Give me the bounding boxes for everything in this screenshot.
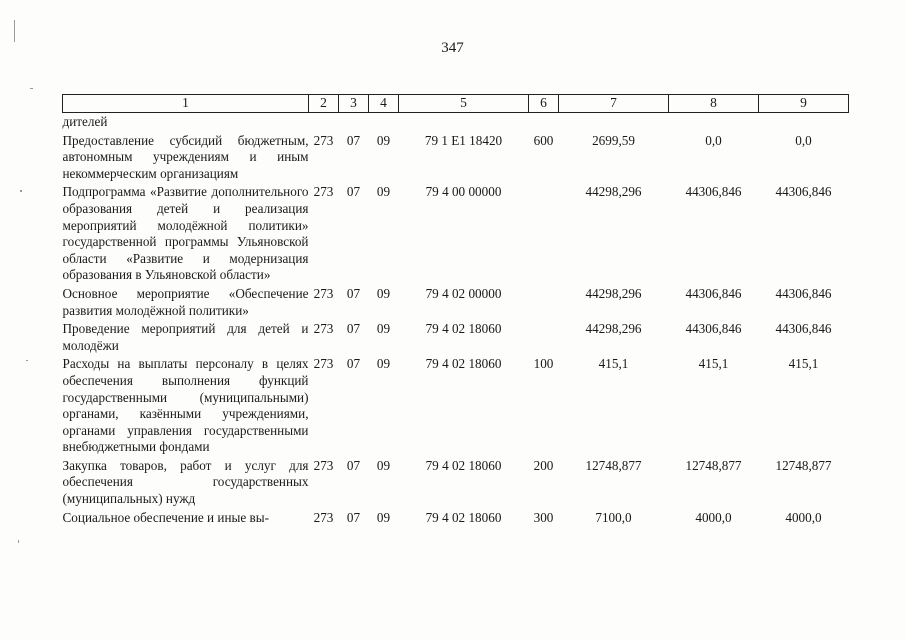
column-header: 5: [399, 95, 529, 113]
scan-artifact: [20, 190, 22, 192]
admin-code: 273: [313, 132, 334, 148]
target-code: 79 4 02 00000: [425, 285, 502, 301]
target-code: 79 4 02 18060: [425, 321, 502, 337]
column-header: 4: [369, 95, 399, 113]
admin-code: [309, 113, 339, 132]
column-header: 1: [63, 95, 309, 113]
amount-col7: 44298,296: [585, 321, 642, 337]
expense-name: Закупка товаров, работ и услуг для обеспечения государственных (муниципальных) нужд: [62, 457, 309, 507]
amount-col8: 12748,877: [685, 457, 742, 473]
column-header: 8: [669, 95, 759, 113]
expense-type-code: 100: [533, 356, 554, 372]
amount-col7: 12748,877: [585, 457, 642, 473]
amount-col9: 44306,846: [775, 285, 832, 301]
amount-col7: 44298,296: [585, 184, 642, 200]
subsection-code: 09: [376, 132, 391, 148]
expense-type-code: [529, 183, 559, 285]
admin-code: 273: [313, 509, 334, 525]
expense-type-code: [529, 285, 559, 320]
expense-type-code: [529, 113, 559, 132]
target-code: 79 4 02 18060: [425, 509, 502, 525]
budget-table: [62, 94, 849, 527]
section-code: 07: [346, 509, 361, 525]
section-code: 07: [346, 285, 361, 301]
admin-code: 273: [313, 285, 334, 301]
target-code: 79 4 02 18060: [425, 356, 502, 372]
amount-col7: 2699,59: [592, 132, 635, 148]
subsection-code: 09: [376, 509, 391, 525]
target-code: 79 4 02 18060: [425, 457, 502, 473]
subsection-code: 09: [376, 356, 391, 372]
table-body: [63, 113, 849, 528]
column-header: 2: [309, 95, 339, 113]
scan-artifact: [18, 540, 19, 543]
amount-col8: 44306,846: [685, 285, 742, 301]
target-code: 79 1 E1 18420: [424, 132, 503, 148]
expense-name: Основное мероприятие «Обеспечение развития молодёжной политики»: [62, 285, 309, 318]
expense-type-code: [529, 320, 559, 355]
table-row: [63, 183, 849, 285]
admin-code: 273: [313, 321, 334, 337]
amount-col9: 4000,0: [785, 509, 822, 525]
column-header: 9: [759, 95, 849, 113]
table-row: [63, 355, 849, 457]
admin-code: 273: [313, 356, 334, 372]
amount-col9: 44306,846: [775, 321, 832, 337]
expense-name: Расходы на выплаты персоналу в целях обеспечения выполнения функций государственными (муниципальными) органами, казёнными учреждениями, органами управления государственными внебюджетными фондами: [62, 356, 309, 455]
section-code: 07: [346, 184, 361, 200]
amount-col9: 0,0: [795, 132, 812, 148]
section-code: 07: [346, 457, 361, 473]
amount-col9: 12748,877: [775, 457, 832, 473]
expense-name: Социальное обеспечение и иные вы-: [62, 509, 269, 525]
amount-col8: 44306,846: [685, 321, 742, 337]
amount-col7: 415,1: [598, 356, 629, 372]
subsection-code: 09: [376, 321, 391, 337]
subsection-code: [369, 113, 399, 132]
expense-type-code: 300: [533, 509, 554, 525]
amount-col8: 4000,0: [695, 509, 732, 525]
table-row: [63, 457, 849, 509]
admin-code: 273: [313, 457, 334, 473]
admin-code: 273: [313, 184, 334, 200]
amount-col7: 44298,296: [585, 285, 642, 301]
amount-col8: [669, 113, 759, 132]
column-header: 3: [339, 95, 369, 113]
amount-col9: 415,1: [788, 356, 819, 372]
subsection-code: 09: [376, 285, 391, 301]
table-row: [63, 113, 849, 132]
expense-type-code: 600: [533, 132, 554, 148]
section-code: 07: [346, 321, 361, 337]
amount-col7: [559, 113, 669, 132]
amount-col8: 44306,846: [685, 184, 742, 200]
expense-type-code: 200: [533, 457, 554, 473]
section-code: 07: [346, 132, 361, 148]
expense-name: Подпрограмма «Развитие дополнительного образования детей и реализация мероприятий молодёжной политики» государственной программы Ульяновской области «Развитие и модернизация образования в Ульяновской области»: [62, 184, 309, 283]
expense-name: дителей: [62, 114, 108, 129]
table-row: [63, 320, 849, 355]
section-code: 07: [346, 356, 361, 372]
subsection-code: 09: [376, 457, 391, 473]
amount-col7: 7100,0: [595, 509, 632, 525]
column-header-row: [63, 95, 849, 113]
section-code: [339, 113, 369, 132]
amount-col9: [759, 113, 849, 132]
scan-artifact: [30, 88, 33, 89]
page-number: 347: [441, 40, 464, 56]
scan-artifact: [26, 360, 28, 361]
amount-col8: 415,1: [698, 356, 729, 372]
column-header: 6: [529, 95, 559, 113]
table-row: [63, 285, 849, 320]
target-code: 79 4 00 00000: [425, 184, 502, 200]
amount-col8: 0,0: [705, 132, 722, 148]
amount-col9: 44306,846: [775, 184, 832, 200]
scan-artifact: [14, 20, 15, 42]
subsection-code: 09: [376, 184, 391, 200]
column-header: 7: [559, 95, 669, 113]
target-code: [399, 113, 529, 132]
table-row: [63, 132, 849, 184]
table-row: [63, 509, 849, 528]
expense-name: Предоставление субсидий бюджетным, автономным учреждениям и иным некоммерческим организациям: [62, 132, 309, 181]
expense-name: Проведение мероприятий для детей и молодёжи: [62, 321, 309, 353]
